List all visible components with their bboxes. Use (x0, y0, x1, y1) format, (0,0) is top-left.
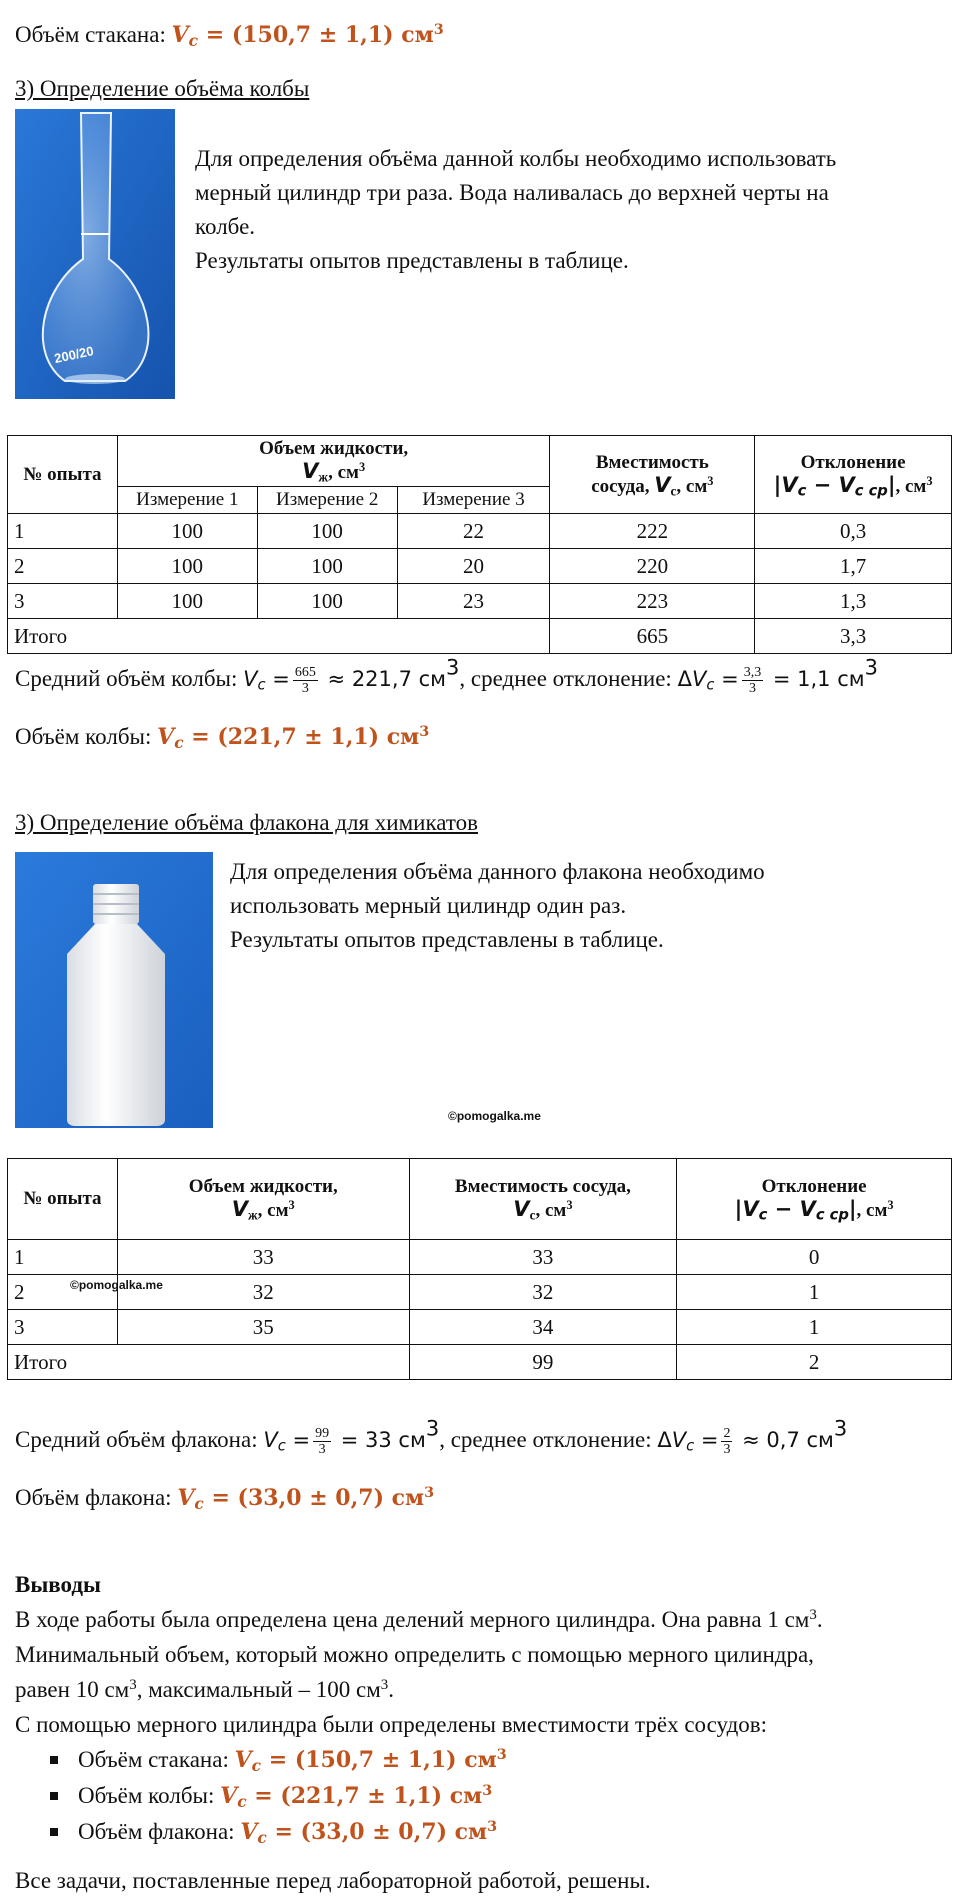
list-item: Объём флакона: $V_c = (33,0 \pm 0,7)$ $см^3$ (15, 1814, 507, 1850)
watermark: ©pomogalka.me (448, 1109, 541, 1123)
bottle-photo (15, 852, 213, 1128)
flask-table (7, 435, 952, 654)
bullet-square-icon (50, 1756, 58, 1764)
bottle-section-heading: 3) Определение объёма флакона для химикатов (15, 810, 479, 835)
col-header-liquid: Объем жидкости, $V_ж$, $см^3$ (117, 1159, 409, 1240)
col-header-liquid: Объем жидкости, $V_ж$, $см^3$ (117, 436, 550, 487)
conclusions-line-3: равен 10 $см^3$, максимальный – 100 $см^3$. (15, 1676, 394, 1702)
flask-average-line: Средний объём колбы: $V_c$ = $\frac{665}{3}$ ≈ 221,7 $см^3$, среднее отклонение: $\Delta V_c$ = $\frac{3,3}{3}$ = 1,1 $см^3$ (15, 655, 878, 697)
bottle-volume-result: Объём флакона: $V_c = (33,0 \pm 0,7)$ $см^3$ (15, 1485, 435, 1513)
flask-photo (15, 109, 175, 399)
sub-header-measure-1: Измерение 1 (117, 487, 257, 514)
conclusions-line-2: Минимальный объем, который можно определить с помощью мерного цилиндра, (15, 1642, 814, 1667)
sub-header-measure-3: Измерение 3 (397, 487, 550, 514)
conclusions-line-1: В ходе работы была определена цена делений мерного цилиндра. Она равна 1 $см^3$. (15, 1606, 823, 1632)
conclusions-list (15, 1742, 507, 1850)
list-item: Объём колбы: $V_c = (221,7 \pm 1,1)$ $см^3$ (15, 1778, 507, 1814)
sub-header-measure-2: Измерение 2 (257, 487, 397, 514)
col-header-capacity: Вместимость сосуда, $V_c$, $см^3$ (409, 1159, 677, 1240)
col-header-deviation: Отклонение $|V_c - V_{c ср}|$, $см^3$ (755, 436, 952, 514)
top-volume-glass-result: Объём стакана: $V_c = (150,7 \pm 1,1)$ $см^3$ (15, 22, 444, 50)
table-row: 2 100 100 20 220 1,7 (8, 549, 952, 584)
col-header-number: № опыта (8, 436, 118, 514)
col-header-deviation: Отклонение $|V_c - V_{c ср}|$, $см^3$ (677, 1159, 952, 1240)
flask-volume-result: Объём колбы: $V_c = (221,7 \pm 1,1)$ $см^3$ (15, 724, 430, 752)
flask-section-heading: 3) Определение объёма колбы (15, 76, 310, 101)
glass-volume-formula: $V_c = (150,7 \pm 1,1)$ $см^3$ (171, 22, 444, 50)
conclusions-heading: Выводы (15, 1572, 101, 1597)
bottle-description: Для определения объёма данного флакона необходимо использовать мерный цилиндр один раз. Результаты опытов представлены в таблице. (230, 859, 765, 952)
col-header-capacity: Вместимость сосуда, $V_c$, $см^3$ (550, 436, 755, 514)
conclusions-line-4: С помощью мерного цилиндра были определены вместимости трёх сосудов: (15, 1712, 768, 1737)
flask-description: Для определения объёма данной колбы необходимо использовать мерный цилиндр три раза. Вода наливалась до верхней черты на колбе. Результаты опытов представлены в таблице. (195, 146, 837, 273)
bottle-table (7, 1158, 952, 1380)
table-row: 3 100 100 23 223 1,3 (8, 584, 952, 619)
table-row: 2 ©pomogalka.me 32 32 1 (8, 1275, 952, 1310)
watermark: ©pomogalka.me (70, 1278, 163, 1292)
list-item: Объём стакана: $V_c = (150,7 \pm 1,1)$ $см^3$ (15, 1742, 507, 1778)
bullet-square-icon (50, 1828, 58, 1836)
col-header-number: № опыта (8, 1159, 118, 1240)
bottle-average-line: Средний объём флакона: $V_c$ = $\frac{99}{3}$ = 33 $см^3$, среднее отклонение: $\Delta V_c$ = $\frac{2}{3}$ ≈ 0,7 $см^3$ (15, 1416, 848, 1458)
table-total-row: Итого 665 3,3 (8, 619, 952, 654)
table-row: 1 33 33 0 (8, 1240, 952, 1275)
final-statement: Все задачи, поставленные перед лабораторной работой, решены. (15, 1868, 651, 1893)
table-row: 1 100 100 22 222 0,3 (8, 514, 952, 549)
bullet-square-icon (50, 1792, 58, 1800)
table-row: 3 35 34 1 (8, 1310, 952, 1345)
table-total-row: Итого 99 2 (8, 1345, 952, 1380)
flask-marking: 200/20 (52, 343, 95, 367)
